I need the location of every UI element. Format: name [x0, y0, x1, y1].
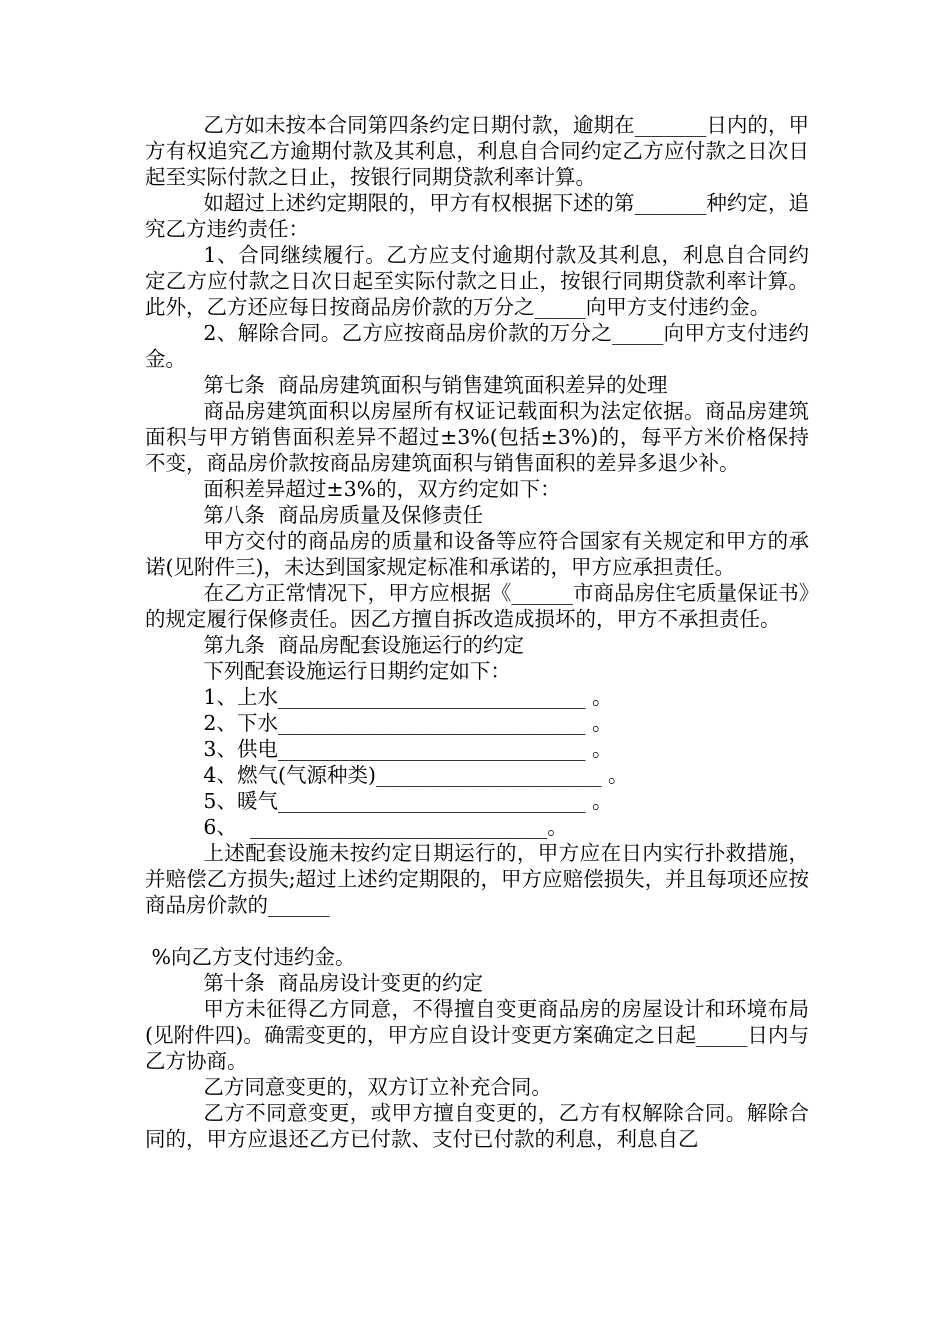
article-9-penalty-paragraph: 上述配套设施未按约定日期运行的，甲方应在日内实行扑救措施，并赔偿乙方损失;超过上述约定期限的，甲方应赔偿损失，并且每项还应按商品房价款的______ — [145, 841, 809, 917]
facility-item-gas: 4、燃气(气源种类)______________________ 。 — [203, 763, 629, 787]
article-9-intro: 下列配套设施运行日期约定如下： — [203, 659, 511, 683]
article-7-paragraph-1: 商品房建筑面积以房屋所有权证记载面积为法定依据。商品房建筑面积与甲方销售面积差异不超过±3%(包括±3%)的，每平方米价格保持不变，商品房价款按商品房建筑面积与销售面积的差异多退少补。 — [145, 399, 809, 475]
article-9-penalty-tail: %向乙方支付违约金。 — [145, 945, 356, 969]
overdue-payment-paragraph: 乙方如未按本合同第四条约定日期付款，逾期在_______日内的，甲方有权追究乙方逾期付款及其利息，利息自合同约定乙方应付款之日次日起至实际付款之日止，按银行同期贷款利率计算。 — [145, 113, 809, 189]
continue-contract-clause: 1、合同继续履行。乙方应支付逾期付款及其利息，利息自合同约定乙方应付款之日次日起至实际付款之日止，按银行同期贷款利率计算。此外，乙方还应每日按商品房价款的万分之_____向甲方支付违约金。 — [145, 243, 809, 319]
terminate-contract-clause: 2、解除合同。乙方应按商品房价款的万分之_____向甲方支付违约金。 — [145, 321, 809, 371]
facility-item-power: 3、供电______________________________ 。 — [203, 737, 613, 761]
article-7-paragraph-2: 面积差异超过±3%的，双方约定如下： — [203, 477, 561, 501]
facility-item-heating: 5、暖气______________________________ 。 — [203, 789, 613, 813]
contract-page — [145, 112, 809, 1152]
facility-item-drainage: 2、下水______________________________ 。 — [203, 711, 613, 735]
article-8-paragraph-2: 在乙方正常情况下，甲方应根据《______市商品房住宅质量保证书》的规定履行保修责任。因乙方擅自拆改造成损坏的，甲方不承担责任。 — [145, 581, 809, 631]
article-10-heading: 第十条 商品房设计变更的约定 — [203, 971, 483, 995]
article-7-heading: 第七条 商品房建筑面积与销售建筑面积差异的处理 — [203, 373, 668, 397]
facility-item-water-supply: 1、上水______________________________ 。 — [203, 685, 613, 709]
article-9-heading: 第九条 商品房配套设施运行的约定 — [203, 633, 524, 657]
article-10-paragraph-3: 乙方不同意变更，或甲方擅自变更的，乙方有权解除合同。解除合同的，甲方应退还乙方已付款、支付已付款的利息，利息自乙 — [145, 1101, 809, 1151]
article-8-heading: 第八条 商品房质量及保修责任 — [203, 503, 483, 527]
facility-item-other: 6、 _____________________________。 — [203, 815, 568, 839]
article-10-paragraph-2: 乙方同意变更的，双方订立补充合同。 — [203, 1075, 552, 1099]
paragraph-gap — [145, 918, 809, 944]
overdue-limit-paragraph: 如超过上述约定期限的，甲方有权根据下述的第_______种约定，追究乙方违约责任： — [145, 191, 809, 241]
article-8-paragraph-1: 甲方交付的商品房的质量和设备等应符合国家有关规定和甲方的承诺(见附件三)，未达到国家规定标准和承诺的，甲方应承担责任。 — [145, 529, 809, 579]
article-10-paragraph-1: 甲方未征得乙方同意，不得擅自变更商品房的房屋设计和环境布局(见附件四)。确需变更的，甲方应自设计变更方案确定之日起_____日内与乙方协商。 — [145, 997, 809, 1073]
